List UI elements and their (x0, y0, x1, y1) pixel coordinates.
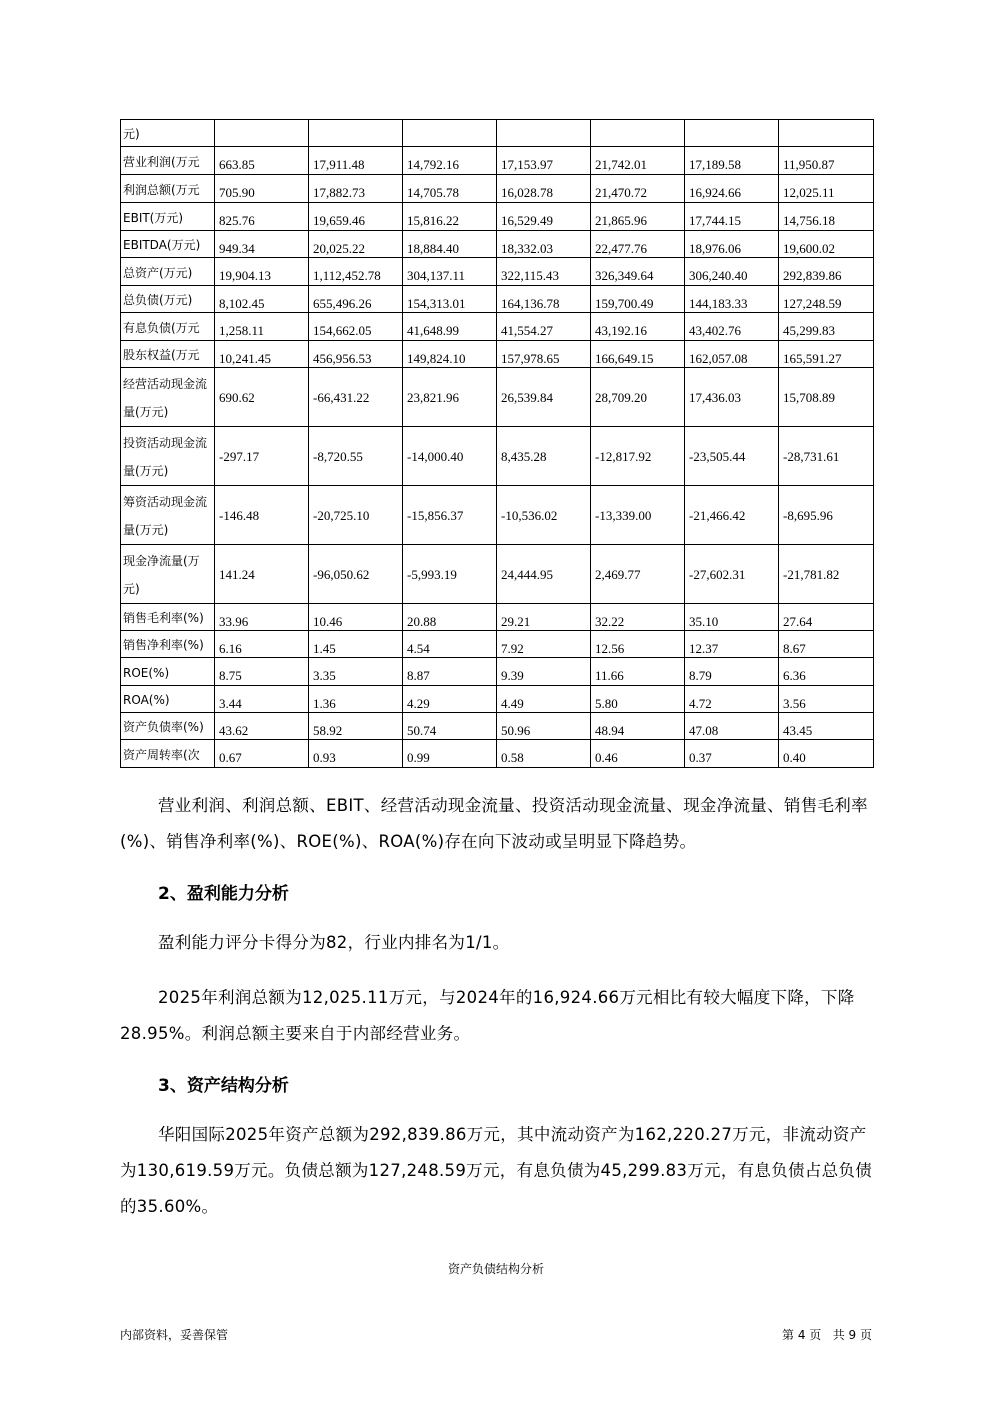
table-cell: 17,882.73 (309, 175, 403, 203)
table-row (121, 286, 874, 313)
row-label: ROA(%) (121, 686, 215, 713)
table-cell: 2,469.77 (591, 545, 685, 604)
table-row (121, 713, 874, 740)
table-cell: 164,136.78 (497, 286, 591, 313)
table-cell (403, 120, 497, 147)
table-cell: 159,700.49 (591, 286, 685, 313)
table-cell: 12.56 (591, 631, 685, 658)
table-cell: 154,662.05 (309, 313, 403, 341)
table-cell: 304,137.11 (403, 258, 497, 286)
table-cell: 26,539.84 (497, 368, 591, 427)
table-cell: 43,402.76 (685, 313, 779, 341)
table-row (121, 341, 874, 368)
table-cell: 18,976.06 (685, 231, 779, 258)
row-label: 资产周转率(次 (121, 740, 215, 768)
table-row (121, 686, 874, 713)
table-cell: 456,956.53 (309, 341, 403, 368)
section2-score: 盈利能力评分卡得分为82，行业内排名为1/1。 (158, 933, 510, 952)
table-cell: -297.17 (215, 427, 309, 486)
table-cell: 18,884.40 (403, 231, 497, 258)
table-cell: 15,708.89 (779, 368, 874, 427)
table-cell: 19,600.02 (779, 231, 874, 258)
table-cell: 8.75 (215, 658, 309, 686)
table-cell (497, 120, 591, 147)
table-cell: 141.24 (215, 545, 309, 604)
table-cell: -15,856.37 (403, 486, 497, 545)
row-label: EBITDA(万元) (121, 231, 215, 258)
table-cell: 21,865.96 (591, 203, 685, 231)
table-cell: 1.36 (309, 686, 403, 713)
table-cell: -8,720.55 (309, 427, 403, 486)
table-cell: 12,025.11 (779, 175, 874, 203)
table-cell: -27,602.31 (685, 545, 779, 604)
table-cell (591, 120, 685, 147)
row-label: 股东权益(万元 (121, 341, 215, 368)
table-cell: 35.10 (685, 604, 779, 631)
chart-caption: 资产负债结构分析 (447, 1262, 544, 1276)
table-cell: -66,431.22 (309, 368, 403, 427)
row-label: 利润总额(万元 (121, 175, 215, 203)
table-row (121, 120, 874, 147)
table-cell: 4.54 (403, 631, 497, 658)
table-cell: 21,470.72 (591, 175, 685, 203)
footer-page-number: 第 4 页 共 9 页 (782, 1328, 872, 1342)
table-cell: 50.96 (497, 713, 591, 740)
table-cell: 166,649.15 (591, 341, 685, 368)
table-cell: -21,781.82 (779, 545, 874, 604)
table-row (121, 740, 874, 768)
table-cell: 41,648.99 (403, 313, 497, 341)
row-label: 营业利润(万元 (121, 147, 215, 175)
table-cell: 162,057.08 (685, 341, 779, 368)
table-cell: 292,839.86 (779, 258, 874, 286)
row-label: 投资活动现金流量(万元) (121, 427, 215, 486)
table-cell: 47.08 (685, 713, 779, 740)
table-cell: 19,904.13 (215, 258, 309, 286)
table-cell: 15,816.22 (403, 203, 497, 231)
table-cell: -146.48 (215, 486, 309, 545)
table-cell: 20.88 (403, 604, 497, 631)
table-cell: 48.94 (591, 713, 685, 740)
row-label: 销售净利率(%) (121, 631, 215, 658)
section2-profit: 2025年利润总额为12,025.11万元，与2024年的16,924.66万元相比有较大幅度下降，下降28.95%。利润总额主要来自于内部经营业务。 (120, 988, 855, 1043)
table-cell: -8,695.96 (779, 486, 874, 545)
table-cell: 8.79 (685, 658, 779, 686)
table-cell: 16,529.49 (497, 203, 591, 231)
table-cell: 43,192.16 (591, 313, 685, 341)
table-cell: 41,554.27 (497, 313, 591, 341)
table-row (121, 147, 874, 175)
table-row (121, 313, 874, 341)
row-label: 销售毛利率(%) (121, 604, 215, 631)
table-cell: 5.80 (591, 686, 685, 713)
table-cell: -23,505.44 (685, 427, 779, 486)
table-cell: 24,444.95 (497, 545, 591, 604)
table-row (121, 175, 874, 203)
section2-heading: 2、盈利能力分析 (158, 884, 289, 904)
table-cell: 1,258.11 (215, 313, 309, 341)
table-row (121, 368, 874, 427)
table-row (121, 231, 874, 258)
table-cell: 705.90 (215, 175, 309, 203)
table-cell: 655,496.26 (309, 286, 403, 313)
table-cell: -5,993.19 (403, 545, 497, 604)
table-cell: 8,435.28 (497, 427, 591, 486)
table-cell: 22,477.76 (591, 231, 685, 258)
table-cell: -12,817.92 (591, 427, 685, 486)
table-cell: 322,115.43 (497, 258, 591, 286)
table-row (121, 486, 874, 545)
table-cell: 3.44 (215, 686, 309, 713)
table-cell: 3.35 (309, 658, 403, 686)
row-label: ROE(%) (121, 658, 215, 686)
table-cell: 825.76 (215, 203, 309, 231)
table-cell: -96,050.62 (309, 545, 403, 604)
table-cell: 29.21 (497, 604, 591, 631)
table-cell: 19,659.46 (309, 203, 403, 231)
table-cell: 7.92 (497, 631, 591, 658)
table-cell: 18,332.03 (497, 231, 591, 258)
table-cell: 33.96 (215, 604, 309, 631)
row-label: 总资产(万元) (121, 258, 215, 286)
table-cell: 1.45 (309, 631, 403, 658)
financial-table (120, 119, 874, 768)
row-label: 筹资活动现金流量(万元) (121, 486, 215, 545)
table-cell: 32.22 (591, 604, 685, 631)
table-cell: 4.49 (497, 686, 591, 713)
table-cell: -14,000.40 (403, 427, 497, 486)
table-cell: 17,744.15 (685, 203, 779, 231)
table-cell: 0.58 (497, 740, 591, 768)
table-cell: 1,112,452.78 (309, 258, 403, 286)
table-cell: 14,792.16 (403, 147, 497, 175)
table-cell: 165,591.27 (779, 341, 874, 368)
table-cell: -10,536.02 (497, 486, 591, 545)
table-cell: 8.87 (403, 658, 497, 686)
table-cell (215, 120, 309, 147)
row-label: 经营活动现金流量(万元) (121, 368, 215, 427)
table-cell: 154,313.01 (403, 286, 497, 313)
table-cell: 45,299.83 (779, 313, 874, 341)
table-cell: 0.67 (215, 740, 309, 768)
table-cell (309, 120, 403, 147)
table-cell (685, 120, 779, 147)
table-cell: 663.85 (215, 147, 309, 175)
table-cell: 43.62 (215, 713, 309, 740)
table-cell: 14,756.18 (779, 203, 874, 231)
table-cell: 4.29 (403, 686, 497, 713)
table-cell: 17,153.97 (497, 147, 591, 175)
row-label: EBIT(万元) (121, 203, 215, 231)
table-cell: 10,241.45 (215, 341, 309, 368)
table-cell: 11,950.87 (779, 147, 874, 175)
table-cell: 306,240.40 (685, 258, 779, 286)
table-cell: 0.40 (779, 740, 874, 768)
table-cell: 17,911.48 (309, 147, 403, 175)
table-cell: 6.16 (215, 631, 309, 658)
table-row (121, 203, 874, 231)
table-cell: 58.92 (309, 713, 403, 740)
table-cell: 10.46 (309, 604, 403, 631)
table-cell: 17,189.58 (685, 147, 779, 175)
table-cell: 12.37 (685, 631, 779, 658)
row-label: 总负债(万元) (121, 286, 215, 313)
table-cell: 16,924.66 (685, 175, 779, 203)
table-cell: 23,821.96 (403, 368, 497, 427)
table-row (121, 545, 874, 604)
section3-heading: 3、资产结构分析 (158, 1076, 289, 1096)
table-cell: 326,349.64 (591, 258, 685, 286)
footer-confidential: 内部资料，妥善保管 (120, 1328, 229, 1342)
section3-assets: 华阳国际2025年资产总额为292,839.86万元，其中流动资产为162,220.27万元，非流动资产为130,619.59万元。负债总额为127,248.59万元，有息负债为45,299.83万元，有息负债占总负债的35.60%。 (120, 1125, 873, 1216)
table-cell: 8.67 (779, 631, 874, 658)
trend-summary: 营业利润、利润总额、EBIT、经营活动现金流量、投资活动现金流量、现金净流量、销售毛利率(%)、销售净利率(%)、ROE(%)、ROA(%)存在向下波动或呈明显下降趋势。 (120, 796, 868, 851)
table-row (121, 427, 874, 486)
table-cell: 149,824.10 (403, 341, 497, 368)
table-row (121, 658, 874, 686)
table-cell: 11.66 (591, 658, 685, 686)
table-cell: -21,466.42 (685, 486, 779, 545)
table-cell: 50.74 (403, 713, 497, 740)
table-cell: 0.93 (309, 740, 403, 768)
table-cell: 4.72 (685, 686, 779, 713)
table-cell: 949.34 (215, 231, 309, 258)
table-row (121, 258, 874, 286)
table-cell: 127,248.59 (779, 286, 874, 313)
table-row (121, 604, 874, 631)
table-cell: 3.56 (779, 686, 874, 713)
table-cell: 21,742.01 (591, 147, 685, 175)
table-cell: 14,705.78 (403, 175, 497, 203)
table-cell: 144,183.33 (685, 286, 779, 313)
table-cell: 0.46 (591, 740, 685, 768)
row-label: 现金净流量(万元) (121, 545, 215, 604)
table-cell (779, 120, 874, 147)
table-cell: 0.99 (403, 740, 497, 768)
row-label: 元) (121, 120, 215, 147)
table-cell: 690.62 (215, 368, 309, 427)
table-cell: -20,725.10 (309, 486, 403, 545)
table-cell: 8,102.45 (215, 286, 309, 313)
table-cell: -28,731.61 (779, 427, 874, 486)
table-cell: 43.45 (779, 713, 874, 740)
table-row (121, 631, 874, 658)
table-cell: 157,978.65 (497, 341, 591, 368)
table-cell: 6.36 (779, 658, 874, 686)
table-cell: -13,339.00 (591, 486, 685, 545)
table-cell: 17,436.03 (685, 368, 779, 427)
table-cell: 28,709.20 (591, 368, 685, 427)
table-cell: 9.39 (497, 658, 591, 686)
row-label: 资产负债率(%) (121, 713, 215, 740)
row-label: 有息负债(万元 (121, 313, 215, 341)
table-cell: 16,028.78 (497, 175, 591, 203)
table-cell: 27.64 (779, 604, 874, 631)
table-cell: 0.37 (685, 740, 779, 768)
table-cell: 20,025.22 (309, 231, 403, 258)
